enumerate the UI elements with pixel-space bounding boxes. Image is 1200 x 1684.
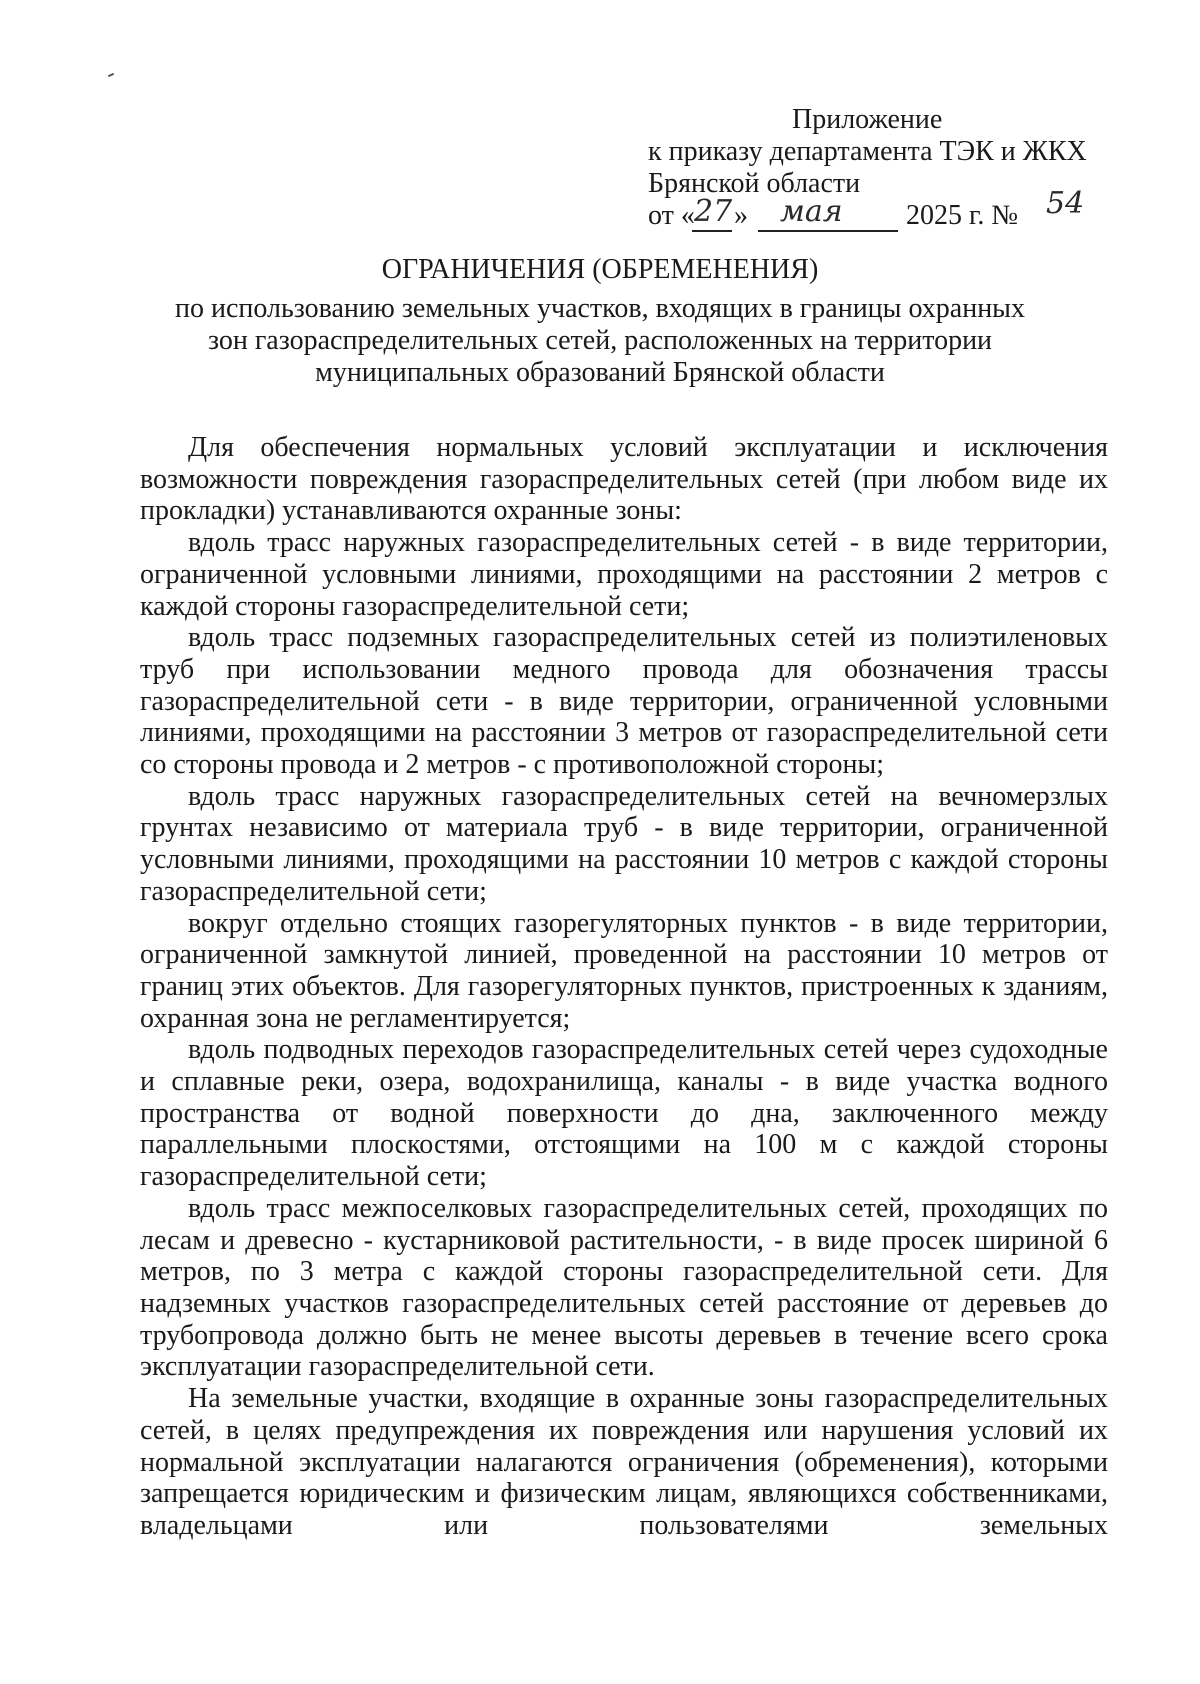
paragraph-zone-outer-networks: вдоль трасс наружных газораспределительных сетей - в виде территории, ограниченной условными линиями, проходящими на расстоянии 2 метров с каждой стороны газораспределительной сети; <box>140 527 1108 622</box>
date-month-handwritten: мая <box>780 194 843 229</box>
appendix-date-line <box>648 186 1087 234</box>
date-close-quote: » <box>734 200 748 231</box>
date-day-underline <box>692 230 732 232</box>
date-month-underline <box>758 230 898 232</box>
paragraph-zone-underground-pe: вдоль трасс подземных газораспределительных сетей из полиэтиленовых труб при использовании медного провода для обозначения трассы газораспределительной сети - в виде территории, ограниченной условными линиями, проходящими на расстоянии 3 метров от газораспределительной сети со стороны провода и 2 метров - с противоположной стороны; <box>140 622 1108 781</box>
heading-line-1: по использованию земельных участков, входящих в границы охранных <box>175 293 1025 324</box>
date-prefix: от « <box>648 200 695 231</box>
document-title: ОГРАНИЧЕНИЯ (ОБРЕМЕНЕНИЯ) <box>381 254 819 285</box>
appendix-block <box>648 104 1087 234</box>
document-body <box>140 432 1108 1542</box>
paragraph-zone-underwater: вдоль подводных переходов газораспределительных сетей через судоходные и сплавные реки, озера, водохранилища, каналы - в виде участка водного пространства от водной поверхности до дна, заключенного между параллельными плоскостями, отстоящими на 100 м с каждой стороны газораспределительной сети; <box>140 1034 1108 1193</box>
appendix-region-line: Брянской области <box>648 168 861 199</box>
date-year-number-label: 2025 г. № <box>906 200 1019 231</box>
appendix-order-line: к приказу департамента ТЭК и ЖКХ <box>648 136 1087 167</box>
paragraph-zone-forest: вдоль трасс межпоселковых газораспределительных сетей, проходящих по лесам и древесно - кустарниковой растительности, - в виде просек шириной 6 метров, по 3 метра с каждой стороны газораспределительной сети. Для надземных участков газораспределительных сетей расстояние от деревьев до трубопровода должно быть не менее высоты деревьев в течение всего срока эксплуатации газораспределительной сети. <box>140 1192 1108 1383</box>
paragraph-zone-regulator-points: вокруг отдельно стоящих газорегуляторных пунктов - в виде территории, ограниченной замкнутой линией, проведенной на расстоянии 10 метров от границ этих объектов. Для газорегуляторных пунктов, пристроенных к зданиям, охранная зона не регламентируется; <box>140 907 1108 1034</box>
appendix-title: Приложение <box>792 104 943 135</box>
paragraph-zone-permafrost: вдоль трасс наружных газораспределительных сетей на вечномерзлых грунтах независимо от материала труб - в виде территории, ограниченной условными линиями, проходящими на расстоянии 10 метров с каждой стороны газораспределительной сети; <box>140 780 1108 907</box>
heading-line-2: зон газораспределительных сетей, расположенных на территории <box>207 325 993 356</box>
paragraph-restrictions: На земельные участки, входящие в охранные зоны газораспределительных сетей, в целях предупреждения их повреждения или нарушения условий их нормальной эксплуатации налагаются ограничения (обременения), которыми запрещается юридическим и физическим лицам, являющихся собственниками, владельцами или пользователями земельных <box>140 1383 1108 1541</box>
heading-line-3: муниципальных образований Брянской области <box>315 357 885 388</box>
order-number-handwritten: 54 <box>1046 186 1085 221</box>
paragraph-intro: Для обеспечения нормальных условий эксплуатации и исключения возможности повреждения газораспределительных сетей (при любом виде их прокладки) устанавливаются охранные зоны: <box>140 432 1108 527</box>
scan-speck <box>108 73 114 77</box>
date-day-handwritten: 27 <box>694 194 733 229</box>
